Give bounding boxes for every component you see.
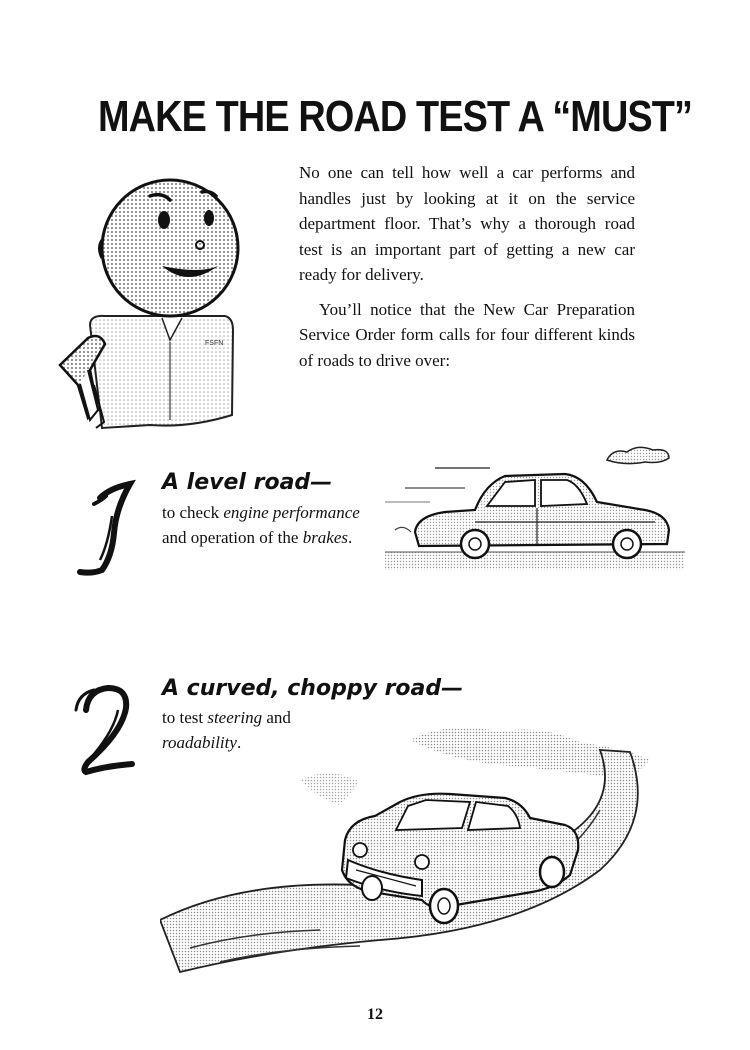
intro-paragraph: No one can tell how well a car performs and handles just by looking at it on the service department floor. That’s why a thorough road test is an important part of getting a new car ready for delivery. <box>299 163 635 284</box>
item-heading: A level road— <box>162 470 333 495</box>
page-number: 12 <box>367 1006 383 1023</box>
curved-road-car-illustration <box>160 710 660 980</box>
svg-text:FSFN: FSFN <box>205 340 224 347</box>
level-road-car-illustration <box>375 440 690 580</box>
page-title: MAKE THE ROAD TEST A “MUST” <box>98 92 693 141</box>
item-description: to test steering and roadability. <box>162 708 291 752</box>
item-description: to check engine performance and operation of the brakes. <box>162 503 360 547</box>
mascot-illustration <box>50 170 260 450</box>
intro-text <box>299 160 635 373</box>
number-two-glyph <box>66 680 146 780</box>
intro-paragraph: You’ll notice that the New Car Preparation Service Order form calls for four different kinds of roads to drive over: <box>299 299 635 370</box>
number-one-glyph <box>72 478 142 578</box>
item-heading: A curved, choppy road— <box>162 676 464 701</box>
